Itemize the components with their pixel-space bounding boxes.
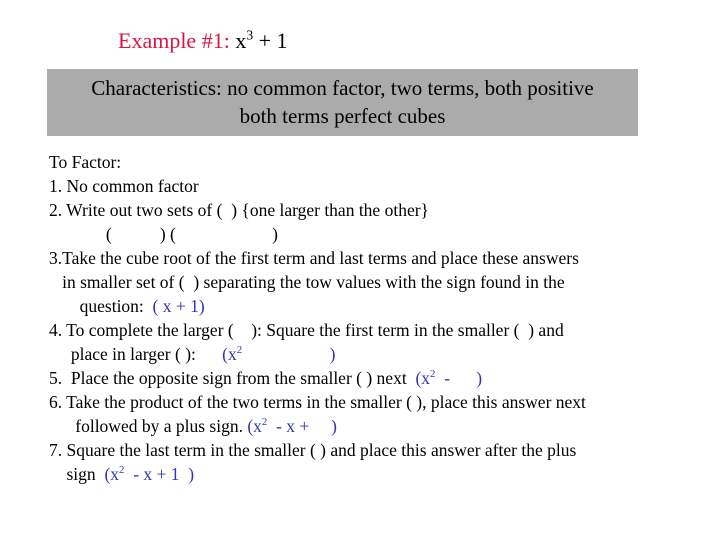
text-segment: To Factor: bbox=[49, 152, 122, 172]
superscript: 2 bbox=[261, 416, 268, 429]
body-line bbox=[49, 150, 586, 174]
text-segment: 1. No common factor bbox=[49, 176, 199, 196]
text-segment: - ) bbox=[435, 368, 483, 388]
slide-title bbox=[118, 28, 288, 54]
text-segment: (x bbox=[222, 344, 237, 364]
body-line bbox=[49, 294, 586, 318]
text-segment: ( x + 1) bbox=[152, 296, 205, 316]
text-segment: 3.Take the cube root of the first term and last terms and place these answers bbox=[49, 248, 579, 268]
title-math: + 1 bbox=[253, 28, 288, 53]
title-math: x bbox=[235, 28, 247, 53]
text-segment: followed by a plus sign. bbox=[49, 416, 248, 436]
characteristics-box bbox=[47, 69, 638, 136]
superscript: 2 bbox=[236, 344, 243, 357]
text-segment: ( ) ( ) bbox=[49, 224, 278, 244]
body-line bbox=[49, 222, 586, 246]
body-line bbox=[49, 390, 586, 414]
text-segment: (x bbox=[415, 368, 431, 388]
body-line bbox=[49, 414, 586, 438]
body-line bbox=[49, 174, 586, 198]
body-line bbox=[49, 438, 586, 462]
text-segment: 5. Place the opposite sign from the smaller ( ) next bbox=[49, 368, 416, 388]
text-segment: 2. Write out two sets of ( ) {one larger than the other} bbox=[49, 200, 429, 220]
body-line bbox=[49, 366, 586, 390]
body-line bbox=[49, 246, 586, 270]
text-segment: (x bbox=[104, 464, 120, 484]
body-line bbox=[49, 318, 586, 342]
superscript: 2 bbox=[430, 368, 436, 381]
body-line bbox=[49, 198, 586, 222]
body-line bbox=[49, 342, 586, 366]
text-segment: sign bbox=[49, 464, 105, 484]
text-segment: question: bbox=[49, 296, 153, 316]
text-segment: (x bbox=[247, 416, 262, 436]
text-segment: 7. Square the last term in the smaller ( ) and place this answer after the plus bbox=[49, 440, 577, 460]
text-segment: place in larger ( ): bbox=[49, 344, 223, 364]
text-segment: in smaller set of ( ) separating the tow values with the sign found in the bbox=[49, 272, 565, 292]
factoring-steps bbox=[49, 150, 586, 486]
text-segment: - x + ) bbox=[267, 416, 337, 436]
characteristics-line-2: both terms perfect cubes bbox=[239, 104, 446, 128]
body-line bbox=[49, 462, 586, 486]
characteristics-line-1: Characteristics: no common factor, two terms, both positive bbox=[91, 76, 594, 100]
superscript: 2 bbox=[119, 464, 125, 477]
text-segment: - x + 1 ) bbox=[124, 464, 195, 484]
title-math-exponent: 3 bbox=[246, 27, 254, 43]
body-line bbox=[49, 270, 586, 294]
text-segment: 6. Take the product of the two terms in the smaller ( ), place this answer next bbox=[49, 392, 586, 412]
title-label: Example #1: bbox=[118, 28, 236, 53]
text-segment: 4. To complete the larger ( ): Square the first term in the smaller ( ) and bbox=[49, 320, 564, 340]
text-segment: ) bbox=[242, 344, 336, 364]
